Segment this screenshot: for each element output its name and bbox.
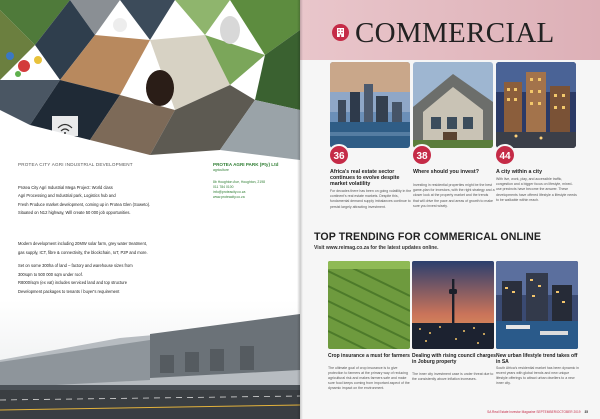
- right-page-commercial: [300, 0, 600, 419]
- card-title[interactable]: A city within a city: [496, 169, 543, 175]
- company-name: PROTEA AGRI PARK (Pty) Ltd: [213, 162, 279, 167]
- feature-line: Modern development including 20MW solar farm, grey water treatment,: [18, 241, 148, 246]
- intro-text: [18, 184, 208, 218]
- page-footer: [487, 410, 588, 414]
- page-number: 35: [584, 410, 588, 414]
- contact-block: [213, 162, 293, 200]
- trend-summary: South Africa's residential market has been dynamic in recent years with global trends and new unique lifestyle offerings to attract urban dwellers to a new inner city.: [496, 366, 579, 385]
- intro-line: Agri Processing and Industrial park, Logistics hub and: [18, 193, 116, 199]
- trend-title[interactable]: New urban lifestyle trend takes off in SA: [496, 353, 578, 365]
- trending-subheading[interactable]: Visit www.reimag.co.za for the latest updates online.: [314, 245, 439, 251]
- feature-line: Set on some 300ha of land – factory and warehouse sizes from: [18, 263, 133, 269]
- card-image-invest[interactable]: [413, 62, 493, 148]
- card-summary: Investing in residential properties might be the best game-plan for investors, with the right strategy and a closer look at the property market and the trends that will drive the pace and areas of growth to make sure you invest wisely.: [413, 183, 495, 208]
- card-image-real-estate[interactable]: [330, 62, 410, 148]
- diamond-photo-collage: [0, 0, 300, 160]
- page-badge: 36: [328, 144, 350, 166]
- feature-line: R8000/sqm (ex vat) includes serviced land and top structure: [18, 280, 127, 286]
- trend-image-crops[interactable]: [328, 261, 410, 349]
- company-subtitle: agriculture: [213, 168, 229, 172]
- page-fold: [297, 0, 303, 419]
- page-badge: 44: [494, 144, 516, 166]
- trending-heading: TOP TRENDING FOR COMMERICAL ONLINE: [314, 231, 542, 243]
- intro-line: Fresh Produce market development, coming up in Protea Glen (Soweto).: [18, 201, 151, 207]
- card-summary: With live, work, play, and accessible traffic, congestion and a bigger focus on lifestyle, mixed-use precincts have become the answer. These developments have offered lifestyle a lifestyle needs to be walkable within reach.: [496, 177, 577, 202]
- card-summary: For decades there has been on going volatility in the continent's real estate markets. Despite this, fundamental demand supply imbalances continue to persist largely attracting investment.: [330, 189, 412, 209]
- feature-line: 300sqm to 500 000 sqm under roof.: [18, 271, 83, 277]
- photo-mosaic: [0, 0, 300, 160]
- intro-line: Protea City Agri Industrial Mega Project: World class: [18, 185, 113, 190]
- industrial-facility-photo: [0, 300, 300, 419]
- section-heading: PROTEA CITY AGRI INDUSTRIAL DEVELOPMENT: [18, 162, 133, 167]
- trend-title[interactable]: Dealing with rising council charges in Joburg property: [412, 353, 496, 365]
- contact-phone: 011 784 0100: [213, 185, 234, 189]
- intro-line: Situated on N12 highway, Will create 50 000 job opportunities.: [18, 210, 131, 216]
- card-title[interactable]: Where should you invest?: [413, 169, 479, 175]
- feature-line: gas supply, ICT, fibre & connectivity, the blockchain, IoT, P2P and more.: [18, 249, 148, 255]
- footer-text: SA Real Estate Investor Magazine SEPTEMBER/OCTOBER 2019: [487, 410, 581, 414]
- feature-line: Development packages to tenants / buyer's requirement: [18, 288, 120, 294]
- card-image-city[interactable]: [496, 62, 576, 148]
- contact-address: 8b Houghton Ave, Houghton, 2198: [213, 180, 265, 184]
- trend-summary: The inner city investment case is under threat due to the consistently above inflation increases.: [412, 372, 494, 381]
- page-badge: 38: [411, 144, 433, 166]
- contact-email[interactable]: info@proteacity.co.za: [213, 190, 246, 194]
- trend-title[interactable]: Crop insurance a must for farmers: [328, 353, 410, 359]
- contact-website[interactable]: www.proteacity.co.za: [213, 195, 245, 199]
- section-title: COMMERCIAL: [355, 17, 555, 49]
- section-banner: [300, 0, 600, 60]
- card-title[interactable]: Africa's real estate sector continues to evolve despite market volatility: [330, 169, 400, 188]
- warehouse-image: [0, 300, 300, 419]
- trend-image-joburg[interactable]: [412, 261, 494, 349]
- trend-summary: The ultimate goal of crop insurance is to give protection to farmers at the primary way of reducing agricultural risk and makes farmers safe and make sure food keeps coming from important aspect of the dynamic impact on the environment.: [328, 366, 410, 390]
- trend-image-urban[interactable]: [496, 261, 578, 349]
- building-icon: [332, 24, 349, 41]
